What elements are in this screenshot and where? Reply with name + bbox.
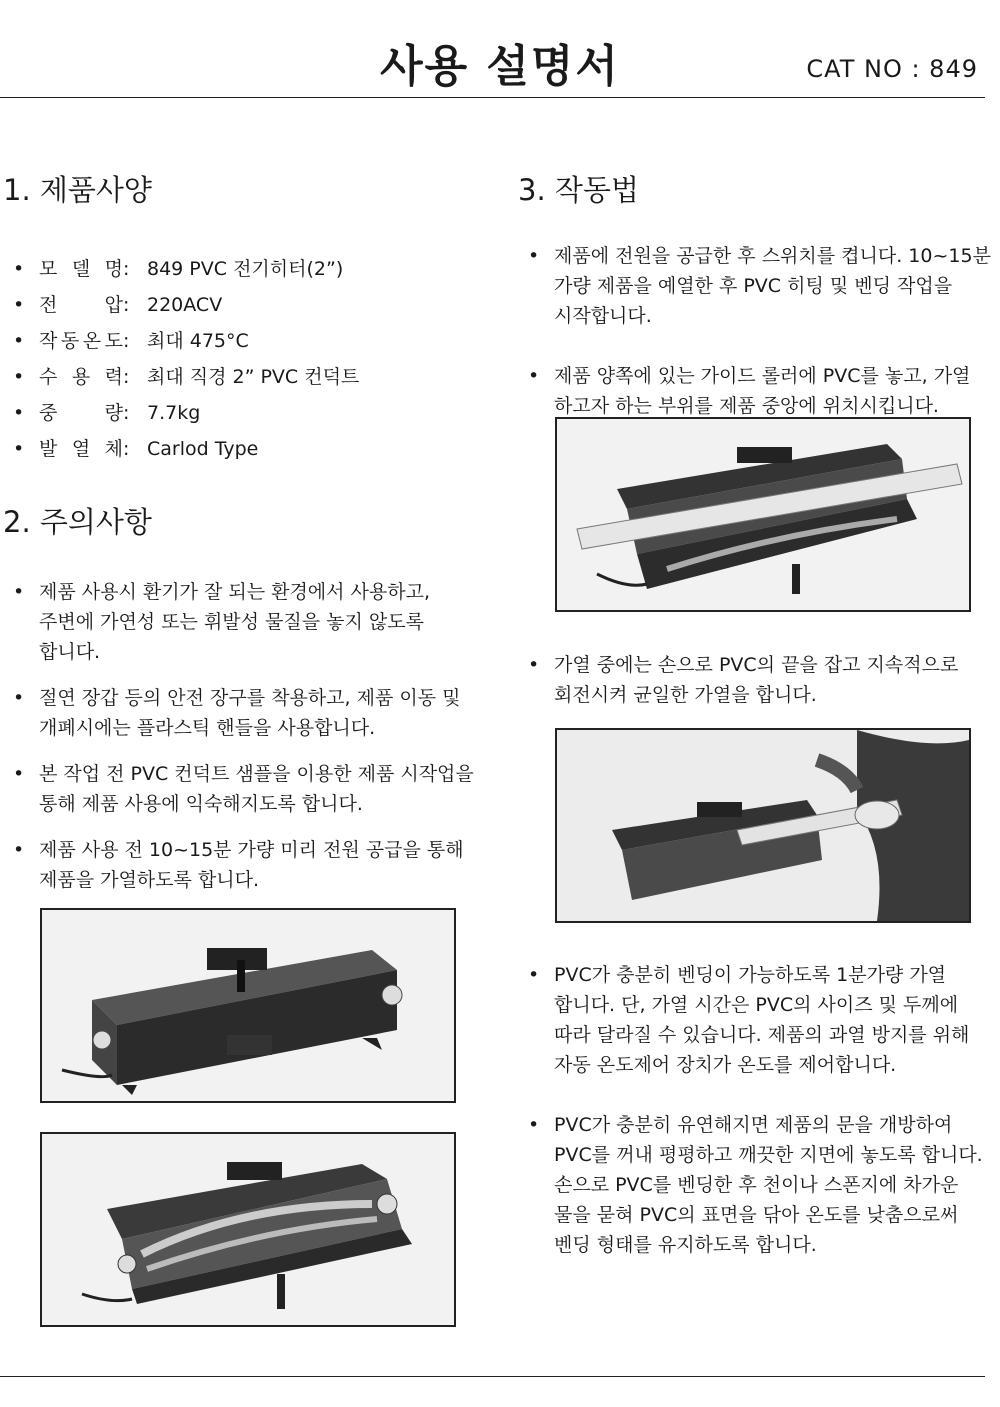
operation-list-bottom xyxy=(518,960,998,1260)
operation-item: • 제품에 전원을 공급한 후 스위치를 켭니다. 10~15분 가량 제품을 예열한 후 PVC 히팅 및 벤딩 작업을 시작합니다. xyxy=(518,241,998,331)
caution-item: • 제품 사용시 환기가 잘 되는 환경에서 사용하고, 주변에 가연성 또는 휘발성 물질을 놓지 않도록 합니다. xyxy=(3,577,493,667)
spec-key: • 중 량 xyxy=(39,402,123,424)
spec-item: • 전 압 : 220ACV xyxy=(3,287,483,323)
spec-key: • 전 압 xyxy=(39,294,123,316)
spec-key: • 발 열 체 xyxy=(39,438,123,460)
caution-list xyxy=(3,577,493,895)
caution-section xyxy=(3,500,493,895)
caution-item: • 본 작업 전 PVC 컨덕트 샘플을 이용한 제품 시작업을 통해 제품 사용에 익숙해지도록 합니다. xyxy=(3,759,493,819)
operation-item: • PVC가 충분히 유연해지면 제품의 문을 개방하여 PVC를 꺼내 평평하고 깨끗한 지면에 놓도록 합니다. 손으로 PVC를 벤딩한 후 천이나 스폰지에 차가운 물을 묻혀 PVC의 표면을 닦아 온도를 낮춤으로써 벤딩 형태를 유지하도록 합니다. xyxy=(518,1110,998,1260)
operation-steps-end xyxy=(518,960,998,1260)
spec-value: 최대 475°C xyxy=(147,330,249,352)
operation-list-top xyxy=(518,241,998,421)
caution-item: • 제품 사용 전 10~15분 가량 미리 전원 공급을 통해 제품을 가열하도록 합니다. xyxy=(3,835,493,895)
spec-heading: 1. 제품사양 xyxy=(3,173,152,207)
operation-item: • PVC가 충분히 벤딩이 가능하도록 1분가량 가열 합니다. 단, 가열 시간은 PVC의 사이즈 및 두께에 따라 달라질 수 있습니다. 제품의 과열 방지를 위해 자동 온도제어 장치가 온도를 제어합니다. xyxy=(518,960,998,1080)
operation-heading: 3. 작동법 xyxy=(518,173,639,207)
spec-value: 최대 직경 2” PVC 컨덕트 xyxy=(147,366,360,388)
caution-item: • 절연 장갑 등의 안전 장구를 착용하고, 제품 이동 및 개폐시에는 플라스틱 핸들을 사용합니다. xyxy=(3,683,493,743)
catalog-number: CAT NO : 849 xyxy=(806,55,978,83)
heater-closed-photo xyxy=(40,908,456,1103)
operation-list-mid xyxy=(518,650,998,710)
spec-item: • 작 동 온 도 : 최대 475°C xyxy=(3,323,483,359)
operation-step-3 xyxy=(518,650,998,710)
header-divider xyxy=(0,97,985,98)
spec-section xyxy=(3,168,483,467)
pvc-on-rollers-photo xyxy=(555,417,971,612)
spec-value: 849 PVC 전기히터(2”) xyxy=(147,258,344,280)
spec-item: • 수 용 력 : 최대 직경 2” PVC 컨덕트 xyxy=(3,359,483,395)
operation-item: • 가열 중에는 손으로 PVC의 끝을 잡고 지속적으로 회전시켜 균일한 가열을 합니다. xyxy=(518,650,998,710)
spec-value: 220ACV xyxy=(147,294,223,316)
spec-value: 7.7kg xyxy=(147,402,201,424)
heater-open-photo xyxy=(40,1132,456,1327)
document-title: 사용 설명서 xyxy=(380,41,620,92)
rotating-pvc-photo xyxy=(555,728,971,923)
spec-item: • 중 량 : 7.7kg xyxy=(3,395,483,431)
operation-item: • 제품 양쪽에 있는 가이드 롤러에 PVC를 놓고, 가열 하고자 하는 부위를 제품 중앙에 위치시킵니다. xyxy=(518,361,998,421)
spec-key: • 작 동 온 도 xyxy=(39,330,123,352)
spec-list xyxy=(3,251,483,467)
spec-key: • 모 델 명 xyxy=(39,258,123,280)
spec-item: • 모 델 명 : 849 PVC 전기히터(2”) xyxy=(3,251,483,287)
footer-divider xyxy=(0,1376,985,1377)
spec-item: • 발 열 체 : Carlod Type xyxy=(3,431,483,467)
caution-heading: 2. 주의사항 xyxy=(3,505,152,539)
spec-value: Carlod Type xyxy=(147,438,259,460)
spec-key: • 수 용 력 xyxy=(39,366,123,388)
operation-section xyxy=(518,168,998,421)
